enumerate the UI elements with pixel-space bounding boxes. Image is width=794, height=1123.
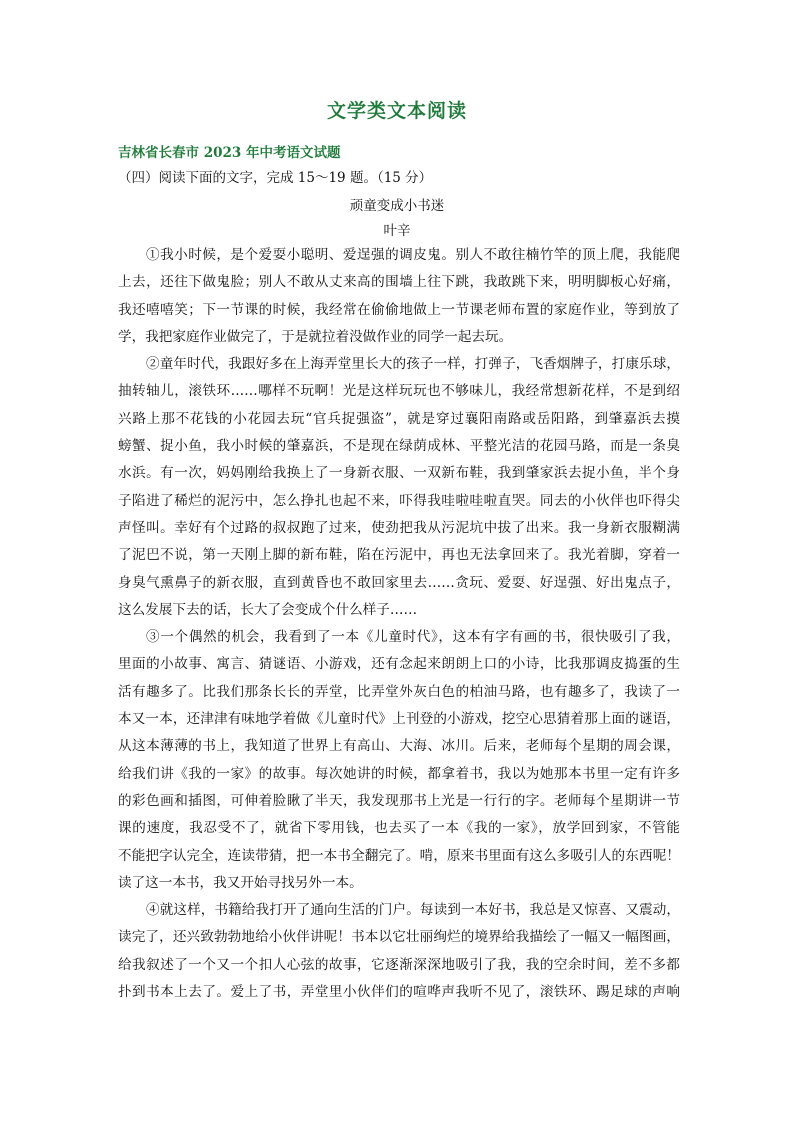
paragraph-line: 上去，还往下做鬼脸；别人不敢从丈来高的围墙上往下跳，我敢跳下来，明明脚板心好痛， xyxy=(118,274,680,291)
paragraph-line: ①我小时候，是个爱耍小聪明、爱逞强的调皮鬼。别人不敢往楠竹竿的顶上爬，我能爬 xyxy=(146,247,680,263)
story-body xyxy=(118,242,680,1006)
paragraph-line: 水浜。有一次，妈妈刚给我换上了一身新衣服、一双新布鞋，我到肇家浜去捉小鱼，半个身 xyxy=(118,465,680,482)
paragraph-line: 读完了，还兴致勃勃地给小伙伴讲呢！书本以它壮丽绚烂的境界给我描绘了一幅又一幅图画， xyxy=(118,929,680,946)
paragraph-line: 的彩色画和插图，可伸着脸瞅了半天，我发现那书上光是一行行的字。老师每个星期讲一节 xyxy=(118,792,680,809)
paragraph-line: ④就这样，书籍给我打开了通向生活的门户。每读到一本好书，我总是又惊喜、又震动， xyxy=(146,902,680,919)
paragraph-line: ③一个偶然的机会，我看到了一本《儿童时代》，这本有字有画的书，很快吸引了我， xyxy=(146,629,680,646)
story-author: 叶辛 xyxy=(383,223,411,239)
story-paragraph-3 xyxy=(118,624,680,897)
paragraph-line: 兴路上那不花钱的小花园去玩“官兵捉强盗”，就是穿过襄阳南路或岳阳路，到肇嘉浜去摸 xyxy=(118,410,680,427)
paragraph-line: 了泥巴不说，第一天刚上脚的新布鞋，陷在污泥中，再也无法拿回来了。我光着脚，穿着一 xyxy=(118,547,680,564)
paragraph-line: 这么发展下去的话，长大了会变成个什么样子…… xyxy=(118,601,418,618)
paragraph-line: 螃蟹、捉小鱼，我小时候的肇嘉浜，不是现在绿荫成林、平整光洁的花园马路，而是一条臭 xyxy=(118,438,680,455)
paragraph-line: 身臭气熏鼻子的新衣服，直到黄昏也不敢回家里去……贪玩、爱耍、好逞强、好出鬼点子， xyxy=(118,574,680,591)
paragraph-line: 课的速度，我忍受不了，就省下零用钱，也去买了一本《我的一家》，放学回到家，不管能 xyxy=(118,820,680,837)
question-instruction: （四）阅读下面的文字，完成 15～19 题。（15 分） xyxy=(118,170,433,186)
paragraph-line: 扑到书本上去了。爱上了书，弄堂里小伙伴们的喧哗声我听不见了，滚铁环、踢足球的声响 xyxy=(118,984,680,1001)
paragraph-line: 声怪叫。幸好有个过路的叔叔跑了过来，使劲把我从污泥坑中拔了出来。我一身新衣服糊满 xyxy=(118,519,680,536)
paragraph-line: 里面的小故事、寓言、猜谜语、小游戏，还有念起来朗朗上口的小诗，比我那调皮捣蛋的生 xyxy=(118,656,680,673)
story-title: 顽童变成小书迷 xyxy=(349,198,445,214)
exam-source: 吉林省长春市 2023 年中考语文试题 xyxy=(118,145,341,161)
paragraph-line: 给我们讲《我的一家》的故事。每次她讲的时候，都拿着书，我以为她那本书里一定有许多 xyxy=(118,765,680,782)
paragraph-line: 从这本薄薄的书上，我知道了世界上有高山、大海、冰川。后来，老师每个星期的周会课， xyxy=(118,738,680,755)
paragraph-line: 我还嘻嘻笑；下一节课的时候，我经常在偷偷地做上一节课老师布置的家庭作业，等到放了 xyxy=(118,301,680,318)
story-paragraph-1 xyxy=(118,242,680,351)
paragraph-line: 读了这一本书，我又开始寻找另外一本。 xyxy=(118,874,363,891)
paragraph-line: 给我叙述了一个又一个扣人心弦的故事，它逐渐深深地吸引了我，我的空余时间，差不多都 xyxy=(118,956,680,973)
document-title: 文学类文本阅读 xyxy=(326,100,467,122)
story-paragraph-2 xyxy=(118,351,680,624)
paragraph-line: 抽转轴儿，滚铁环……哪样不玩啊！光是这样玩玩也不够味儿，我经常想新花样，不是到绍 xyxy=(118,383,680,400)
paragraph-line: 活有趣多了。比我们那条长长的弄堂，比弄堂外灰白色的柏油马路，也有趣多了，我读了一 xyxy=(118,683,680,700)
paragraph-line: 子陷进了稀烂的泥污中，怎么挣扎也起不来，吓得我哇啦哇啦直哭。同去的小伙伴也吓得尖 xyxy=(118,492,680,509)
paragraph-line: 不能把字认完全，连读带猜，把一本书全翻完了。啃，原来书里面有这么多吸引人的东西呢！ xyxy=(118,847,680,864)
paragraph-line: 学，我把家庭作业做完了，于是就拉着没做作业的同学一起去玩。 xyxy=(118,328,513,345)
story-paragraph-4 xyxy=(118,897,680,1006)
paragraph-line: 本又一本，还津津有味地学着做《儿童时代》上刊登的小游戏，挖空心思猜着那上面的谜语， xyxy=(118,711,680,728)
paragraph-line: ②童年时代，我跟好多在上海弄堂里长大的孩子一样，打弹子，飞香烟牌子，打康乐球， xyxy=(146,356,680,373)
